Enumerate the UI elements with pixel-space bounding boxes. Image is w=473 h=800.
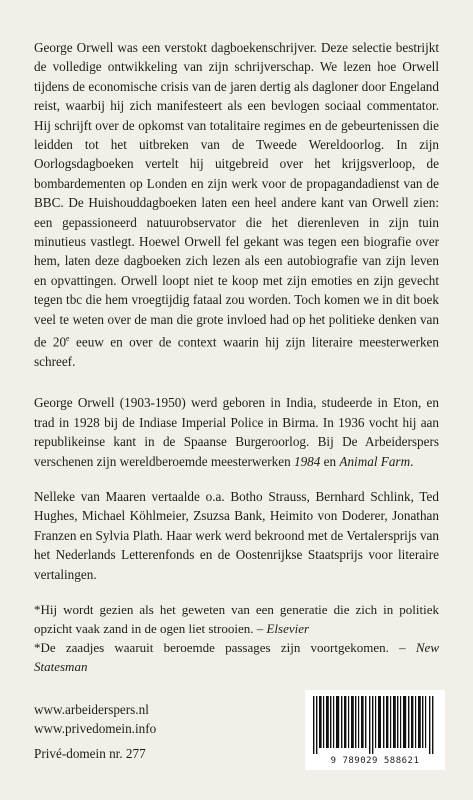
blurb-text-part-2: . De Huishouddagboeken laten een heel andere kant van Orwell zien: een gepassioneerd natuurobservator die het dierenleven in zijn tuin minutieus vastlegt. Hoewel Orwell fel gekant was tegen een biografie over hem, laten deze dagboeken zich lezen als een autobiografie van zijn leven en opvattingen. Orwell loopt niet te koop met zijn emoties en zijn gevecht tegen tbc die hem vroegtijdig fataal zou worden. Toch komen we in dit boek veel te weten over de man die grote invloed had op het politieke denken van de 20 [34,195,439,350]
century-superscript: e [66,334,70,344]
series-number: Privé-domein nr. 277 [34,746,146,761]
publisher-link[interactable]: www.arbeiderspers.nl [34,702,149,717]
author-bio [34,393,439,471]
blurb-text-part-1: George Orwell was een verstokt dagboekenschrijver. Deze selectie bestrijkt de volledige ontwikkeling van zijn schrijverschap. We lezen hoe Orwell tijdens de economische crisis van de jaren dertig als dagloner door Engeland reist, waarbij hij zich manifesteert als een bevlogen sociaal commentator. Hij schrijft over de opkomst van totalitaire regimes en de gebeurtenissen die leidden tot het uitbreken van de Tweede Wereldoorlog. In zijn Oorlogsdagboeken vertelt hij uitgebreid over het krijgsverloop, de bombardementen op Londen en zijn werk voor de propagandadienst van de [34,40,439,191]
back-cover-text [34,38,439,688]
review-quote [34,638,439,676]
blurb-paragraph [34,38,439,371]
quote-source: Elsevier [266,620,310,636]
series-link[interactable]: www.privedomein.info [34,721,157,736]
blurb-text-part-3: eeuw en over de context waarin hij zijn literaire meesterwerken schreef. [34,334,439,369]
quote-text: *De zaadjes waaruit beroemde passages zijn voortgekomen. – [34,639,416,655]
bbc-abbreviation: BBC [34,195,61,211]
author-bio-conj: en [320,453,340,469]
isbn-barcode [305,690,445,770]
author-bio-text: George Orwell (1903-1950) werd geboren in India, studeerde in Eton, en trad in 1928 bij de Indiase Imperial Police in Birma. In 1936 vocht hij aan republikeinse kant in de Spaanse Burgeroorlog. Bij De Arbeiderspers verschenen zijn wereldberoemde meesterwerken [34,395,439,469]
book-title-animal-farm: Animal Farm [339,453,411,469]
website-links [34,700,156,738]
isbn-number: 9 789029 588621 [330,756,420,766]
translator-bio: Nelleke van Maaren vertaalde o.a. Botho Strauss, Bernhard Schlink, Ted Hughes, Michael Köhlmeier, Zsuzsa Bank, Heimito von Doderer, Jonathan Franzen en Sylvia Plath. Haar werk werd bekroond met de Vertalersprijs van het Nederlands Letterenfonds en de Oostenrijkse Staatsprijs voor literaire vertalingen. [34,488,439,582]
review-quote [34,600,439,638]
book-title-1984: 1984 [293,453,321,469]
quote-source: New Statesman [34,639,439,674]
author-bio-end: . [410,453,414,469]
barcode-bars-icon [305,690,445,756]
quote-text: *Hij wordt gezien als het geweten van een generatie die zich in politiek opzicht vaak zand in de ogen liet strooien. – [34,601,439,636]
